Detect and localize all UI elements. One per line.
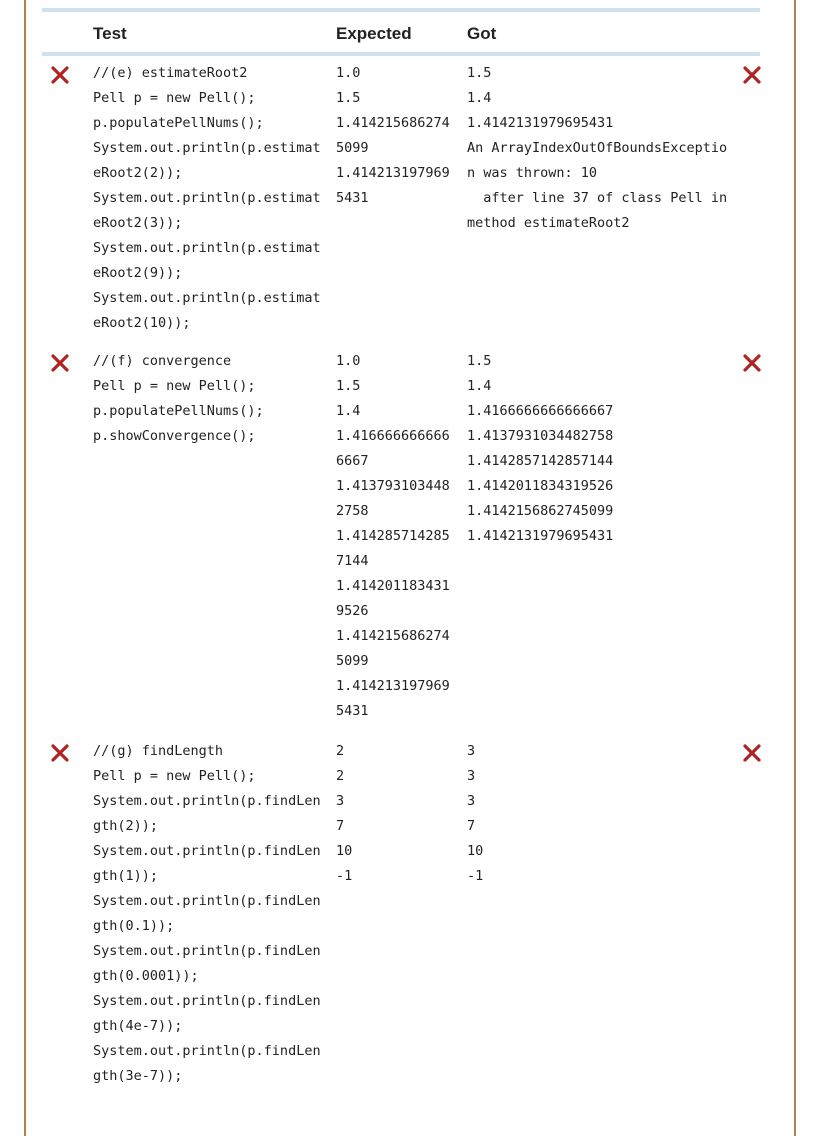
cross-icon (742, 743, 762, 763)
code-line: 1.414215686274 (336, 628, 450, 644)
code-line: after line 37 of class Pell in (467, 190, 728, 206)
cross-icon (742, 353, 762, 373)
code-line: 10 (467, 843, 484, 859)
code-line: 3 (467, 768, 476, 784)
code-line: 1.5 (467, 353, 492, 369)
code-line: 1.5 (336, 378, 361, 394)
code-line: 1.4137931034482758 (467, 428, 614, 444)
code-line: Pell p = new Pell(); (93, 90, 256, 106)
code-line: 1.4142131979695431 (467, 115, 614, 131)
test-cell (93, 61, 325, 336)
code-line: gth(3e-7)); (93, 1068, 183, 1084)
code-line: 1.414213197969 (336, 165, 450, 181)
cross-icon (50, 353, 70, 373)
test-row (42, 61, 760, 331)
code-line: System.out.println(p.findLen (93, 793, 321, 809)
code-line: System.out.println(p.findLen (93, 893, 321, 909)
code-line: Pell p = new Pell(); (93, 768, 256, 784)
code-line: //(f) convergence (93, 353, 232, 369)
code-line: 7 (336, 818, 345, 834)
code-line: 1.4142011834319526 (467, 478, 614, 494)
test-row (42, 349, 760, 729)
code-line: 1.4142131979695431 (467, 528, 614, 544)
test-row (42, 739, 760, 1089)
code-line: gth(4e-7)); (93, 1018, 183, 1034)
code-line: 1.4 (467, 90, 492, 106)
code-line: 1.4 (467, 378, 492, 394)
code-line: 2 (336, 768, 345, 784)
code-line: 2758 (336, 503, 369, 519)
got-cell (467, 739, 737, 889)
code-line: -1 (336, 868, 353, 884)
cross-icon (50, 65, 70, 85)
code-line: 1.414201183431 (336, 578, 450, 594)
got-cell (467, 349, 737, 549)
code-line: 1.0 (336, 353, 361, 369)
code-line: eRoot2(9)); (93, 265, 183, 281)
header-test: Test (93, 24, 127, 43)
code-line: Pell p = new Pell(); (93, 378, 256, 394)
code-line: 2 (336, 743, 345, 759)
code-line: 3 (467, 793, 476, 809)
code-line: 5099 (336, 653, 369, 669)
header-got: Got (467, 24, 497, 43)
code-line: 7 (467, 818, 476, 834)
code-line: 6667 (336, 453, 369, 469)
code-line: method estimateRoot2 (467, 215, 630, 231)
code-line: 5099 (336, 140, 369, 156)
code-line: p.populatePellNums(); (93, 115, 264, 131)
code-line: 10 (336, 843, 353, 859)
code-line: -1 (467, 868, 484, 884)
code-line: 7144 (336, 553, 369, 569)
code-line: 1.5 (336, 90, 361, 106)
expected-cell (336, 349, 456, 724)
test-cell (93, 739, 325, 1089)
code-line: p.populatePellNums(); (93, 403, 264, 419)
code-line: 1.414285714285 (336, 528, 450, 544)
code-line: System.out.println(p.estimat (93, 290, 321, 306)
code-line: 1.0 (336, 65, 361, 81)
code-line: gth(0.1)); (93, 918, 175, 934)
code-line: System.out.println(p.estimat (93, 140, 321, 156)
code-line: 1.5 (467, 65, 492, 81)
code-line: n was thrown: 10 (467, 165, 598, 181)
code-line: System.out.println(p.findLen (93, 1043, 321, 1059)
code-line: eRoot2(3)); (93, 215, 183, 231)
expected-cell (336, 61, 456, 211)
cross-icon (50, 743, 70, 763)
code-line: eRoot2(10)); (93, 315, 191, 331)
expected-cell (336, 739, 456, 889)
code-line: System.out.println(p.estimat (93, 190, 321, 206)
code-line: gth(2)); (93, 818, 159, 834)
code-line: System.out.println(p.findLen (93, 993, 321, 1009)
code-line: 5431 (336, 190, 369, 206)
code-line: 1.4142857142857144 (467, 453, 614, 469)
code-line: System.out.println(p.findLen (93, 943, 321, 959)
code-line: gth(1)); (93, 868, 159, 884)
code-line: 1.416666666666 (336, 428, 450, 444)
code-line: 5431 (336, 703, 369, 719)
test-cell (93, 349, 325, 449)
code-line: p.showConvergence(); (93, 428, 256, 444)
results-table (42, 8, 760, 1084)
code-line: gth(0.0001)); (93, 968, 199, 984)
code-line: System.out.println(p.findLen (93, 843, 321, 859)
code-line: An ArrayIndexOutOfBoundsExceptio (467, 140, 728, 156)
code-line: 1.4 (336, 403, 361, 419)
cross-icon (742, 65, 762, 85)
code-line: 1.4142156862745099 (467, 503, 614, 519)
code-line: 3 (336, 793, 345, 809)
table-header-row (42, 12, 760, 56)
code-line: eRoot2(2)); (93, 165, 183, 181)
code-line: 1.413793103448 (336, 478, 450, 494)
header-expected: Expected (336, 24, 412, 43)
code-line: 1.4166666666666667 (467, 403, 614, 419)
code-line: //(e) estimateRoot2 (93, 65, 248, 81)
code-line: 1.414213197969 (336, 678, 450, 694)
code-line: 3 (467, 743, 476, 759)
got-cell (467, 61, 737, 236)
code-line: //(g) findLength (93, 743, 224, 759)
code-line: System.out.println(p.estimat (93, 240, 321, 256)
code-line: 9526 (336, 603, 369, 619)
code-line: 1.414215686274 (336, 115, 450, 131)
